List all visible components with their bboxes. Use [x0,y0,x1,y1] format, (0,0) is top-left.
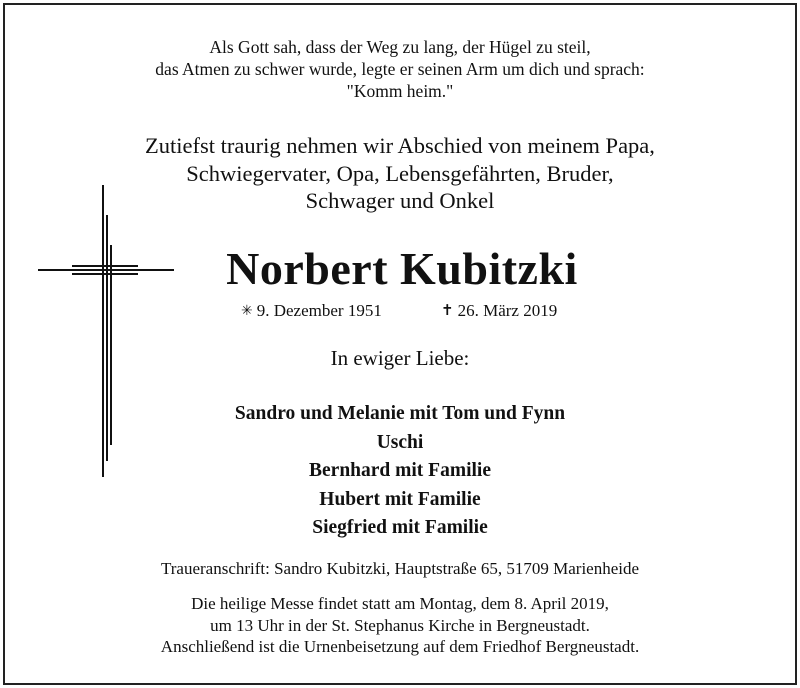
mourning-address: Traueranschrift: Sandro Kubitzki, Hauptstraße 65, 51709 Marienheide [160,559,640,578]
mourner: Hubert mit Familie [319,488,481,510]
mourners-list [5,400,795,543]
mass-line-3: Anschließend ist die Urnenbeisetzung auf dem Friedhof Bergneustadt. [160,637,640,656]
poem [5,36,795,102]
intro-line-1: Zutiefst traurig nehmen wir Abschied von meinem Papa, [145,133,655,158]
birth-date-text: 9. Dezember 1951 [256,301,382,320]
mourner: Uschi [376,431,424,453]
star-icon: ✳ [241,303,253,319]
mourner: Sandro und Melanie mit Tom und Fynn [234,403,566,424]
mass-line-1: Die heilige Messe findet statt am Montag, dem 8. April 2019, [191,594,609,613]
cross-icon: ✝ [441,301,454,319]
intro-line-2: Schwiegervater, Opa, Lebensgefährten, Bruder, [186,160,614,186]
death-date [441,301,557,321]
birth-date [241,301,382,321]
obituary-notice [3,3,797,685]
mourner: Bernhard mit Familie [309,460,491,481]
mourner: Siegfried mit Familie [312,517,488,538]
deceased-name: Norbert Kubitzki [226,243,578,294]
love-text: In ewiger Liebe: [330,346,470,370]
intro-line-3: Schwager und Onkel [305,188,495,213]
poem-line-1: Als Gott sah, dass der Weg zu lang, der Hügel zu steil, [209,37,591,57]
poem-line-3: "Komm heim." [346,81,454,101]
death-date-text: 26. März 2019 [457,301,558,320]
mass-info [5,593,795,658]
poem-line-2: das Atmen zu schwer wurde, legte er seinen Arm um dich und sprach: [155,59,645,79]
mass-line-2: um 13 Uhr in der St. Stephanus Kirche in Bergneustadt. [210,615,590,635]
